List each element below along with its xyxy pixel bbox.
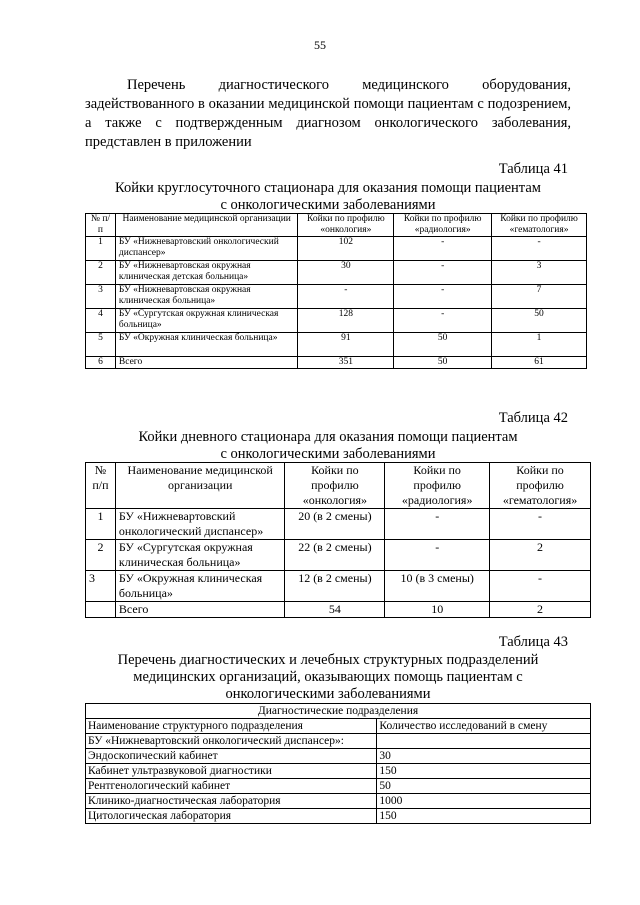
table-43-title-line3: онкологическими заболеваниями xyxy=(225,686,431,702)
page-number: 55 xyxy=(314,38,326,52)
table-row xyxy=(86,509,591,540)
table-cell: 128 xyxy=(298,309,394,333)
section-row xyxy=(86,704,591,719)
table-cell: 7 xyxy=(492,285,587,309)
table-cell: 12 (в 2 смены) xyxy=(285,571,385,602)
table-cell: 6 xyxy=(86,357,116,369)
table-row xyxy=(86,809,591,824)
table-cell: 3 xyxy=(86,285,116,309)
table-cell: Рентгенологический кабинет xyxy=(86,779,377,794)
table-row xyxy=(86,764,591,779)
table-cell: - xyxy=(394,309,492,333)
table-43-title xyxy=(85,652,571,703)
header-cell: Наименование структурного подразделения xyxy=(86,719,377,734)
table-cell: БУ «Сургутская окружная клиническая больница» xyxy=(115,309,298,333)
table-row xyxy=(86,540,591,571)
table-header-row xyxy=(86,214,587,237)
table-cell: 351 xyxy=(298,357,394,369)
table-cell: 1000 xyxy=(377,794,591,809)
table-cell: 2 xyxy=(490,602,591,618)
table-42 xyxy=(85,462,591,618)
table-row xyxy=(86,571,591,602)
table-41-title-line1: Койки круглосуточного стационара для оказания помощи пациентам xyxy=(115,180,541,196)
table-cell: - xyxy=(394,237,492,261)
header-cell: Койки по профилю «радиология» xyxy=(385,463,490,509)
header-cell: Койки по профилю «радиология» xyxy=(394,214,492,237)
table-cell: 3 xyxy=(492,261,587,285)
table-cell: - xyxy=(492,237,587,261)
table-cell: 2 xyxy=(490,540,591,571)
header-cell: Койки по профилю «онкология» xyxy=(298,214,394,237)
table-42-title-line1: Койки дневного стационара для оказания помощи пациентам xyxy=(138,429,518,445)
table-row xyxy=(86,261,587,285)
table-cell xyxy=(86,602,116,618)
table-cell: - xyxy=(385,540,490,571)
table-cell xyxy=(377,734,591,749)
table-cell: Всего xyxy=(115,602,285,618)
table-header-row xyxy=(86,719,591,734)
header-cell: Наименование медицинской организации xyxy=(115,214,298,237)
table-cell: БУ «Сургутская окружная клиническая больница» xyxy=(115,540,285,571)
table-cell: 1 xyxy=(86,237,116,261)
table-cell: БУ «Нижневартовская окружная клиническая больница» xyxy=(115,285,298,309)
table-cell: 61 xyxy=(492,357,587,369)
table-cell: БУ «Окружная клиническая больница» xyxy=(115,571,285,602)
table-41 xyxy=(85,213,587,369)
header-cell: Наименование медицинской организации xyxy=(115,463,285,509)
table-row xyxy=(86,333,587,357)
table-cell: 50 xyxy=(394,333,492,357)
table-cell: БУ «Нижневартовский онкологический диспансер» xyxy=(115,509,285,540)
table-cell: 54 xyxy=(285,602,385,618)
table-cell: Всего xyxy=(115,357,298,369)
header-cell: Койки по профилю «гематология» xyxy=(490,463,591,509)
table-total-row xyxy=(86,357,587,369)
table-cell: 50 xyxy=(492,309,587,333)
table-cell: - xyxy=(385,509,490,540)
table-cell: - xyxy=(298,285,394,309)
table-header-row xyxy=(86,463,591,509)
table-cell: БУ «Нижневартовский онкологический диспансер» xyxy=(115,237,298,261)
header-cell: Количество исследований в смену xyxy=(377,719,591,734)
table-cell: 102 xyxy=(298,237,394,261)
table-row xyxy=(86,237,587,261)
table-cell: Эндоскопический кабинет xyxy=(86,749,377,764)
table-cell: 5 xyxy=(86,333,116,357)
table-cell: БУ «Нижневартовская окружная клиническая детская больница» xyxy=(115,261,298,285)
table-row xyxy=(86,309,587,333)
table-cell: 91 xyxy=(298,333,394,357)
table-cell: 1 xyxy=(492,333,587,357)
table-42-number: Таблица 42 xyxy=(498,410,568,426)
org-row xyxy=(86,734,591,749)
table-row xyxy=(86,285,587,309)
table-cell: 30 xyxy=(298,261,394,285)
table-41-title xyxy=(85,180,571,214)
table-42-title-line2: с онкологическими заболеваниями xyxy=(220,446,436,462)
table-cell: - xyxy=(490,509,591,540)
table-cell: 30 xyxy=(377,749,591,764)
table-43-title-line1: Перечень диагностических и лечебных структурных подразделений xyxy=(117,652,539,668)
table-41-number: Таблица 41 xyxy=(498,161,568,177)
header-cell: Койки по профилю «онкология» xyxy=(285,463,385,509)
table-row xyxy=(86,749,591,764)
intro-paragraph xyxy=(85,76,571,152)
table-row xyxy=(86,779,591,794)
table-cell: 20 (в 2 смены) xyxy=(285,509,385,540)
header-cell: № п/п xyxy=(86,463,116,509)
table-cell: БУ «Окружная клиническая больница» xyxy=(115,333,298,357)
header-cell: № п/п xyxy=(86,214,116,237)
intro-text: Перечень диагностического медицинского оборудования, задействованного в оказании медицинской помощи пациентам с подозрением, а также с подтвержденным диагнозом онкологического заболевания, представлен в приложении xyxy=(85,77,571,150)
table-cell: 3 xyxy=(86,571,116,602)
table-cell: 50 xyxy=(377,779,591,794)
table-cell: 22 (в 2 смены) xyxy=(285,540,385,571)
table-row xyxy=(86,794,591,809)
table-cell: Цитологическая лаборатория xyxy=(86,809,377,824)
table-cell: - xyxy=(394,285,492,309)
table-cell: 10 (в 3 смены) xyxy=(385,571,490,602)
table-cell: 150 xyxy=(377,809,591,824)
table-cell: 50 xyxy=(394,357,492,369)
table-43-number: Таблица 43 xyxy=(498,634,568,650)
table-cell: Клинико-диагностическая лаборатория xyxy=(86,794,377,809)
table-cell: 1 xyxy=(86,509,116,540)
table-cell: 4 xyxy=(86,309,116,333)
table-cell: - xyxy=(490,571,591,602)
table-41-title-line2: с онкологическими заболеваниями xyxy=(220,197,436,213)
table-cell: 2 xyxy=(86,261,116,285)
section-title: Диагностические подразделения xyxy=(86,704,591,719)
table-42-title xyxy=(85,429,571,463)
table-total-row xyxy=(86,602,591,618)
header-cell: Койки по профилю «гематология» xyxy=(492,214,587,237)
table-cell: - xyxy=(394,261,492,285)
table-43 xyxy=(85,703,591,824)
table-cell: 150 xyxy=(377,764,591,779)
table-cell: 2 xyxy=(86,540,116,571)
org-name: БУ «Нижневартовский онкологический диспансер»: xyxy=(86,734,377,749)
table-43-title-line2: медицинских организаций, оказывающих помощь пациентам с xyxy=(133,669,523,685)
table-cell: Кабинет ультразвуковой диагностики xyxy=(86,764,377,779)
table-cell: 10 xyxy=(385,602,490,618)
